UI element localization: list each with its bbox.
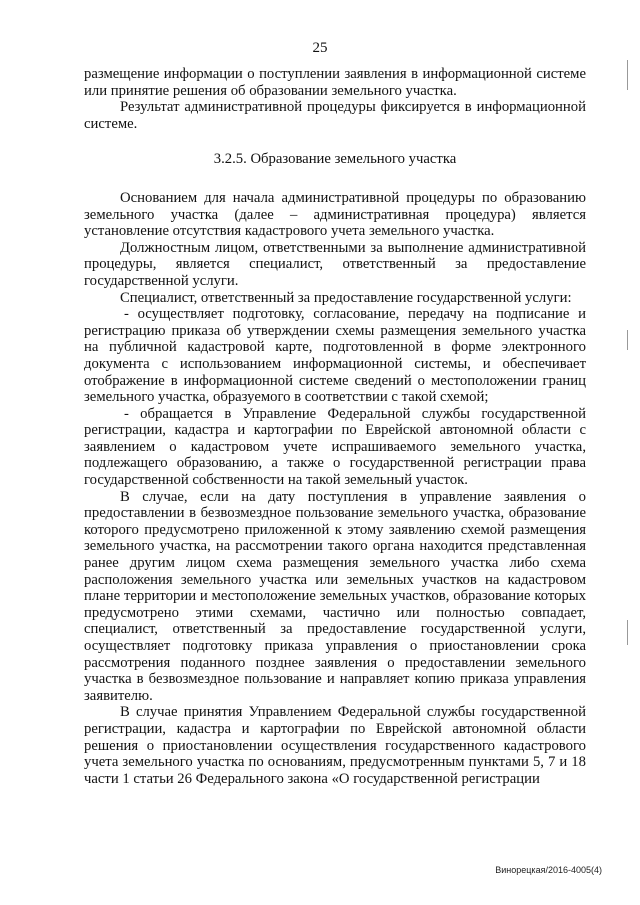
list-item: - осуществляет подготовку, согласование, передачу на подписание и регистрацию приказа об утверждении схемы размещения земельного участка на публичной кадастровой карте, подготовленной в форме электронного документа с использованием информационной системы, и обеспечивает отображение в информационной системе сведений о местоположении границ земельного участка, образуемого в соответствии с такой схемой; xyxy=(84,306,586,406)
paragraph: Основанием для начала административной процедуры по образованию земельного участка (далее – административная процедура) является установление отсутствия кадастрового учета земельного участка. xyxy=(84,189,586,240)
document-body xyxy=(84,66,586,787)
paragraph: размещение информации о поступлении заявления в информационной системе или принятие решения об образовании земельного участка. xyxy=(84,66,586,99)
list-item: - обращается в Управление Федеральной службы государственной регистрации, кадастра и картографии по Еврейской автономной области с заявлением о кадастровом учете испрашиваемого земельного участка, подлежащего образованию, а также о государственной регистрации права государственной собственности на такой земельный участок. xyxy=(84,405,586,489)
page-number: 25 xyxy=(312,40,328,56)
paragraph: В случае принятия Управлением Федеральной службы государственной регистрации, кадастра и картографии по Еврейской автономной области решения о приостановлении осуществления государственного кадастрового учета земельного участка по основаниям, предусмотренным пунктами 5, 7 и 18 части 1 статьи 26 Федерального закона «О государственной регистрации xyxy=(84,704,586,787)
scan-edge-mark xyxy=(627,620,628,645)
section-heading: 3.2.5. Образование земельного участка xyxy=(213,151,457,168)
scan-edge-mark xyxy=(627,60,628,90)
paragraph: Должностным лицом, ответственными за выполнение административной процедуры, является специалист, ответственный за предоставление государственной услуги. xyxy=(84,239,586,289)
paragraph: В случае, если на дату поступления в управление заявления о предоставлении в безвозмездное пользование земельного участка, образование которого предусмотрено приложенной к этому заявлению схемой размещения земельного участка, на рассмотрении такого органа находится представленная ранее другим лицом схема размещения земельного участка либо схема расположения земельного участка или земельных участков на кадастровом плане территории и местоположение земельных участков, образование которых предусмотрено этими схемами, частично или полностью совпадает, специалист, ответственный за предоставление государственной услуги, осуществляет подготовку приказа управления о приостановлении срока рассмотрения поданного позднее заявления о предоставлении земельного участка в безвозмездное пользование и направляет копию приказа управления заявителю. xyxy=(84,488,586,704)
scan-edge-mark xyxy=(627,330,628,350)
paragraph: Специалист, ответственный за предоставление государственной услуги: xyxy=(120,289,572,306)
footer-code: Винорецкая/2016-4005(4) xyxy=(495,865,602,875)
paragraph: Результат административной процедуры фиксируется в информационной системе. xyxy=(84,99,586,132)
